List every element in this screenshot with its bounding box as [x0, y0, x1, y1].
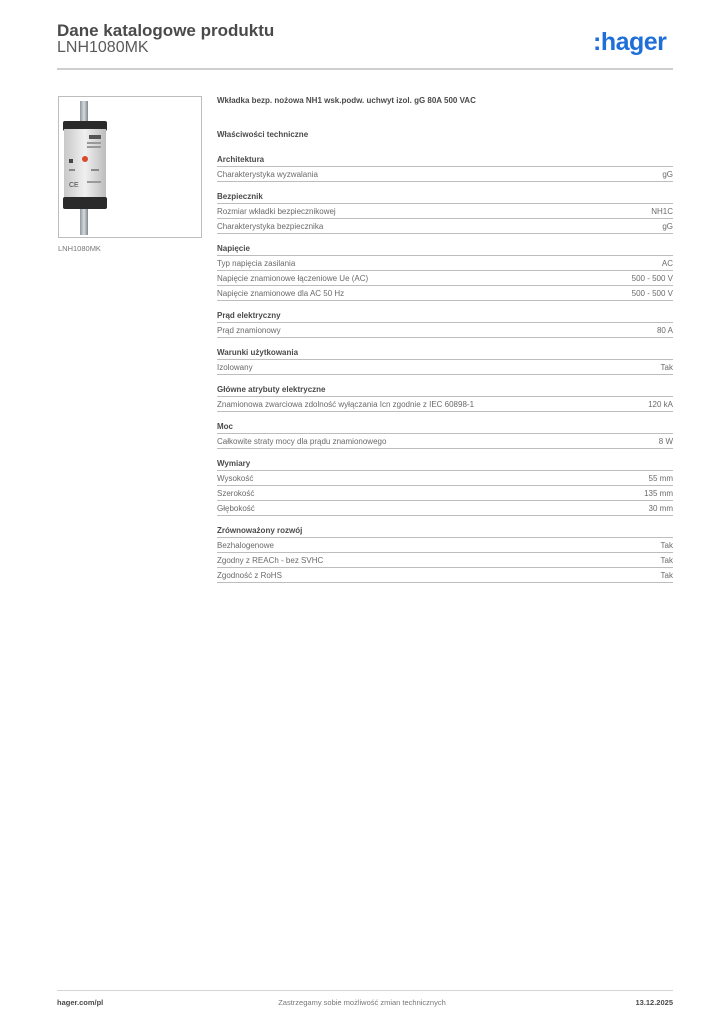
property-value: NH1C [651, 207, 673, 216]
property-label: Charakterystyka wyzwalania [217, 170, 318, 179]
product-details [217, 95, 673, 592]
property-value: 500 - 500 V [631, 289, 673, 298]
product-description: Wkładka bezp. nożowa NH1 wsk.podw. uchwyt izol. gG 80A 500 VAC [217, 96, 476, 105]
property-row [217, 397, 673, 412]
header-divider [57, 68, 673, 70]
property-value: 30 mm [648, 504, 673, 513]
property-row [217, 568, 673, 583]
properties-sections [217, 154, 673, 583]
property-value: 120 kA [648, 400, 673, 409]
property-section [217, 384, 673, 412]
property-row [217, 486, 673, 501]
footer-disclaimer: Zastrzegamy sobie możliwość zmian technicznych [278, 998, 446, 1007]
section-title: Główne atrybuty elektryczne [217, 384, 673, 397]
property-label: Całkowite straty mocy dla prądu znamionowego [217, 437, 387, 446]
property-label: Napięcie znamionowe łączeniowe Ue (AC) [217, 274, 369, 283]
section-title: Architektura [217, 154, 673, 167]
property-section [217, 347, 673, 375]
property-label: Prąd znamionowy [217, 326, 281, 335]
property-label: Typ napięcia zasilania [217, 259, 296, 268]
section-title: Zrównoważony rozwój [217, 525, 673, 538]
property-row [217, 286, 673, 301]
property-label: Wysokość [217, 474, 254, 483]
property-row [217, 538, 673, 553]
property-value: Tak [660, 571, 673, 580]
property-row [217, 323, 673, 338]
fuse-image-icon [59, 97, 201, 237]
section-title: Napięcie [217, 243, 673, 256]
product-image [58, 96, 202, 238]
property-label: Rozmiar wkładki bezpiecznikowej [217, 207, 336, 216]
hager-logo: :hager [593, 28, 667, 56]
section-title: Wymiary [217, 458, 673, 471]
property-label: Napięcie znamionowe dla AC 50 Hz [217, 289, 345, 298]
section-title: Moc [217, 421, 673, 434]
property-section [217, 243, 673, 301]
property-row [217, 501, 673, 516]
section-title: Warunki użytkowania [217, 347, 673, 360]
property-section [217, 458, 673, 516]
property-label: Izolowany [217, 363, 253, 372]
property-value: gG [662, 170, 673, 179]
property-section [217, 154, 673, 182]
property-section [217, 191, 673, 234]
property-row [217, 167, 673, 182]
footer-website: hager.com/pl [57, 998, 104, 1007]
footer-divider [57, 990, 673, 991]
product-image-caption: LNH1080MK [58, 244, 101, 253]
property-row [217, 360, 673, 375]
property-label: Charakterystyka bezpiecznika [217, 222, 324, 231]
property-value: AC [661, 259, 673, 268]
product-code: LNH1080MK [57, 39, 149, 56]
section-title: Bezpiecznik [217, 191, 673, 204]
property-row [217, 204, 673, 219]
property-label: Zgodność z RoHS [217, 571, 282, 580]
property-value: gG [662, 222, 673, 231]
property-section [217, 421, 673, 449]
property-section [217, 525, 673, 583]
property-row [217, 471, 673, 486]
footer-date: 13.12.2025 [635, 998, 673, 1007]
property-value: 500 - 500 V [631, 274, 673, 283]
property-row [217, 271, 673, 286]
section-title: Prąd elektryczny [217, 310, 673, 323]
property-row [217, 434, 673, 449]
property-section [217, 310, 673, 338]
property-value: 135 mm [644, 489, 673, 498]
property-value: 80 A [656, 326, 673, 335]
property-label: Szerokość [217, 489, 255, 498]
property-value: Tak [660, 363, 673, 372]
property-row [217, 219, 673, 234]
technical-properties-heading: Właściwości techniczne [217, 130, 309, 139]
page-title: Dane katalogowe produktu [57, 21, 275, 40]
property-row [217, 553, 673, 568]
property-value: Tak [660, 556, 673, 565]
property-value: 8 W [658, 437, 673, 446]
property-label: Znamionowa zwarciowa zdolność wyłączania Icn zgodnie z IEC 60898-1 [217, 400, 475, 409]
property-value: Tak [660, 541, 673, 550]
property-value: 55 mm [648, 474, 673, 483]
property-label: Zgodny z REACh - bez SVHC [217, 556, 324, 565]
property-label: Bezhalogenowe [217, 541, 274, 550]
svg-text:CE: CE [69, 182, 79, 189]
property-row [217, 256, 673, 271]
property-label: Głębokość [217, 504, 255, 513]
